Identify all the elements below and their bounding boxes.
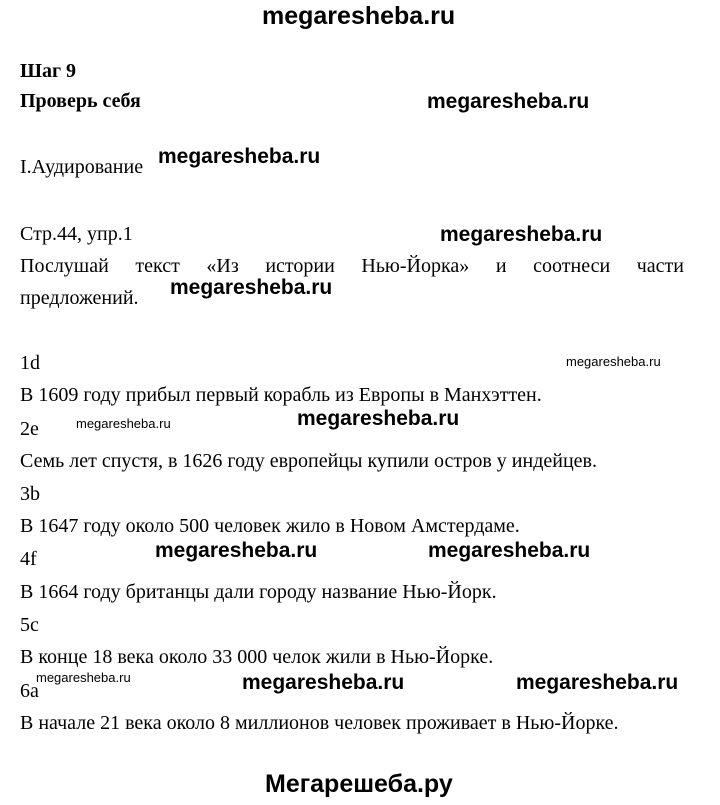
watermark: megaresheba.ru xyxy=(170,276,333,299)
answer-code: 1d xyxy=(20,352,40,374)
watermark: megaresheba.ru xyxy=(566,354,661,369)
section-heading: I.Аудирование xyxy=(20,156,144,178)
watermark: megaresheba.ru xyxy=(440,223,603,246)
watermark: megaresheba.ru xyxy=(516,671,679,694)
watermark: megaresheba.ru xyxy=(297,407,460,430)
section-title: Проверь себя xyxy=(20,90,141,112)
watermark: megaresheba.ru xyxy=(427,90,590,113)
answer-code: 3b xyxy=(20,483,40,505)
answer-text: В начале 21 века около 8 миллионов человек проживает в Нью-Йорке. xyxy=(20,712,619,734)
answer-text: В конце 18 века около 33 000 челок жили в Нью-Йорке. xyxy=(20,646,494,668)
answer-text: В 1664 году британцы дали городу название Нью-Йорк. xyxy=(20,581,497,603)
top-watermark: megaresheba.ru xyxy=(262,2,456,30)
answer-text: В 1647 году около 500 человек жило в Новом Амстердаме. xyxy=(20,515,520,537)
exercise-instruction: Послушай текст «Из истории Нью-Йорка» и соотнеси части xyxy=(20,255,684,277)
watermark: megaresheba.ru xyxy=(155,539,318,562)
watermark: megaresheba.ru xyxy=(428,539,591,562)
exercise-instruction-cont: предложений. xyxy=(20,287,139,309)
watermark: megaresheba.ru xyxy=(242,671,405,694)
answer-text: Семь лет спустя, в 1626 году европейцы купили остров у индейцев. xyxy=(20,450,597,472)
watermark: megaresheba.ru xyxy=(36,670,131,685)
answer-code: 2e xyxy=(20,418,39,440)
watermark: megaresheba.ru xyxy=(158,145,321,168)
footer-site-name: Мегарешеба.ру xyxy=(265,770,453,798)
step-label: Шаг 9 xyxy=(20,60,77,82)
answer-code: 4f xyxy=(20,548,37,570)
answer-code: 6a xyxy=(20,680,39,702)
exercise-reference: Стр.44, упр.1 xyxy=(20,223,133,245)
answer-code: 5c xyxy=(20,614,39,636)
answer-text: В 1609 году прибыл первый корабль из Европы в Манхэттен. xyxy=(20,384,542,406)
watermark: megaresheba.ru xyxy=(76,416,171,431)
